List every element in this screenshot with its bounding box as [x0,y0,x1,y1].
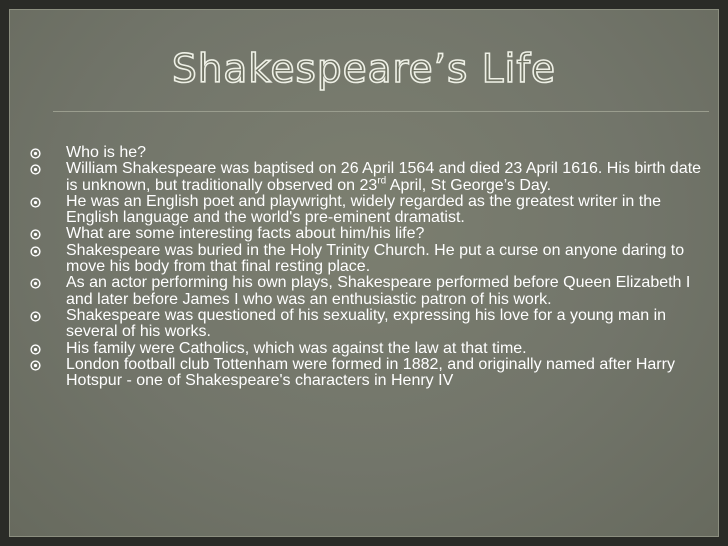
target-circle-icon [30,278,41,289]
bullet-text: Who is he? [66,144,147,161]
bullet-text: London football club Tottenham were formed in 1882, and originally named after Harry Hotspur - one of Shakespeare's characters in Henry IV [66,355,675,390]
bullet-item [30,275,710,308]
slide-title: Shakespeare’s Life [171,47,557,92]
bullet-item [30,243,710,276]
bullet-item [30,357,710,390]
bullet-text [66,161,710,194]
bullet-text-end: April, St George’s Day. [386,176,552,194]
bullet-text: Shakespeare was buried in the Holy Trinity Church. He put a curse on anyone daring to move his body from that final resting place. [66,241,685,276]
bullet-item [30,226,710,242]
ordinal-suffix: rd [377,175,387,187]
bullet-item [30,194,710,227]
target-circle-icon [30,197,41,208]
target-circle-icon [30,246,41,257]
title-divider [53,111,709,112]
target-circle-icon [30,148,41,159]
bullet-text-main: William Shakespeare was baptised on 26 April 1564 and died 23 April 1616. His birth date is unknown, but traditionally observed on 23 [66,160,702,194]
bullet-item [30,161,710,194]
target-circle-icon [30,360,41,371]
bullet-list [30,145,710,389]
target-circle-icon [30,311,41,322]
bullet-item [30,308,710,341]
target-circle-icon [30,344,41,355]
bullet-text: Shakespeare was questioned of his sexuality, expressing his love for a young man in several of his works. [66,306,667,341]
bullet-text: As an actor performing his own plays, Shakespeare performed before Queen Elizabeth I and later before James I who was an enthusiastic patron of his work. [66,274,691,308]
bullet-text: He was an English poet and playwright, widely regarded as the greatest writer in the English language and the world's pre-eminent dramatist. [66,192,661,227]
bullet-item [30,341,710,357]
bullet-text: What are some interesting facts about him/his life? [66,225,425,243]
target-circle-icon [30,229,41,240]
bullet-text: His family were Catholics, which was against the law at that time. [66,339,527,357]
target-circle-icon [30,164,41,175]
bullet-item [30,145,710,161]
